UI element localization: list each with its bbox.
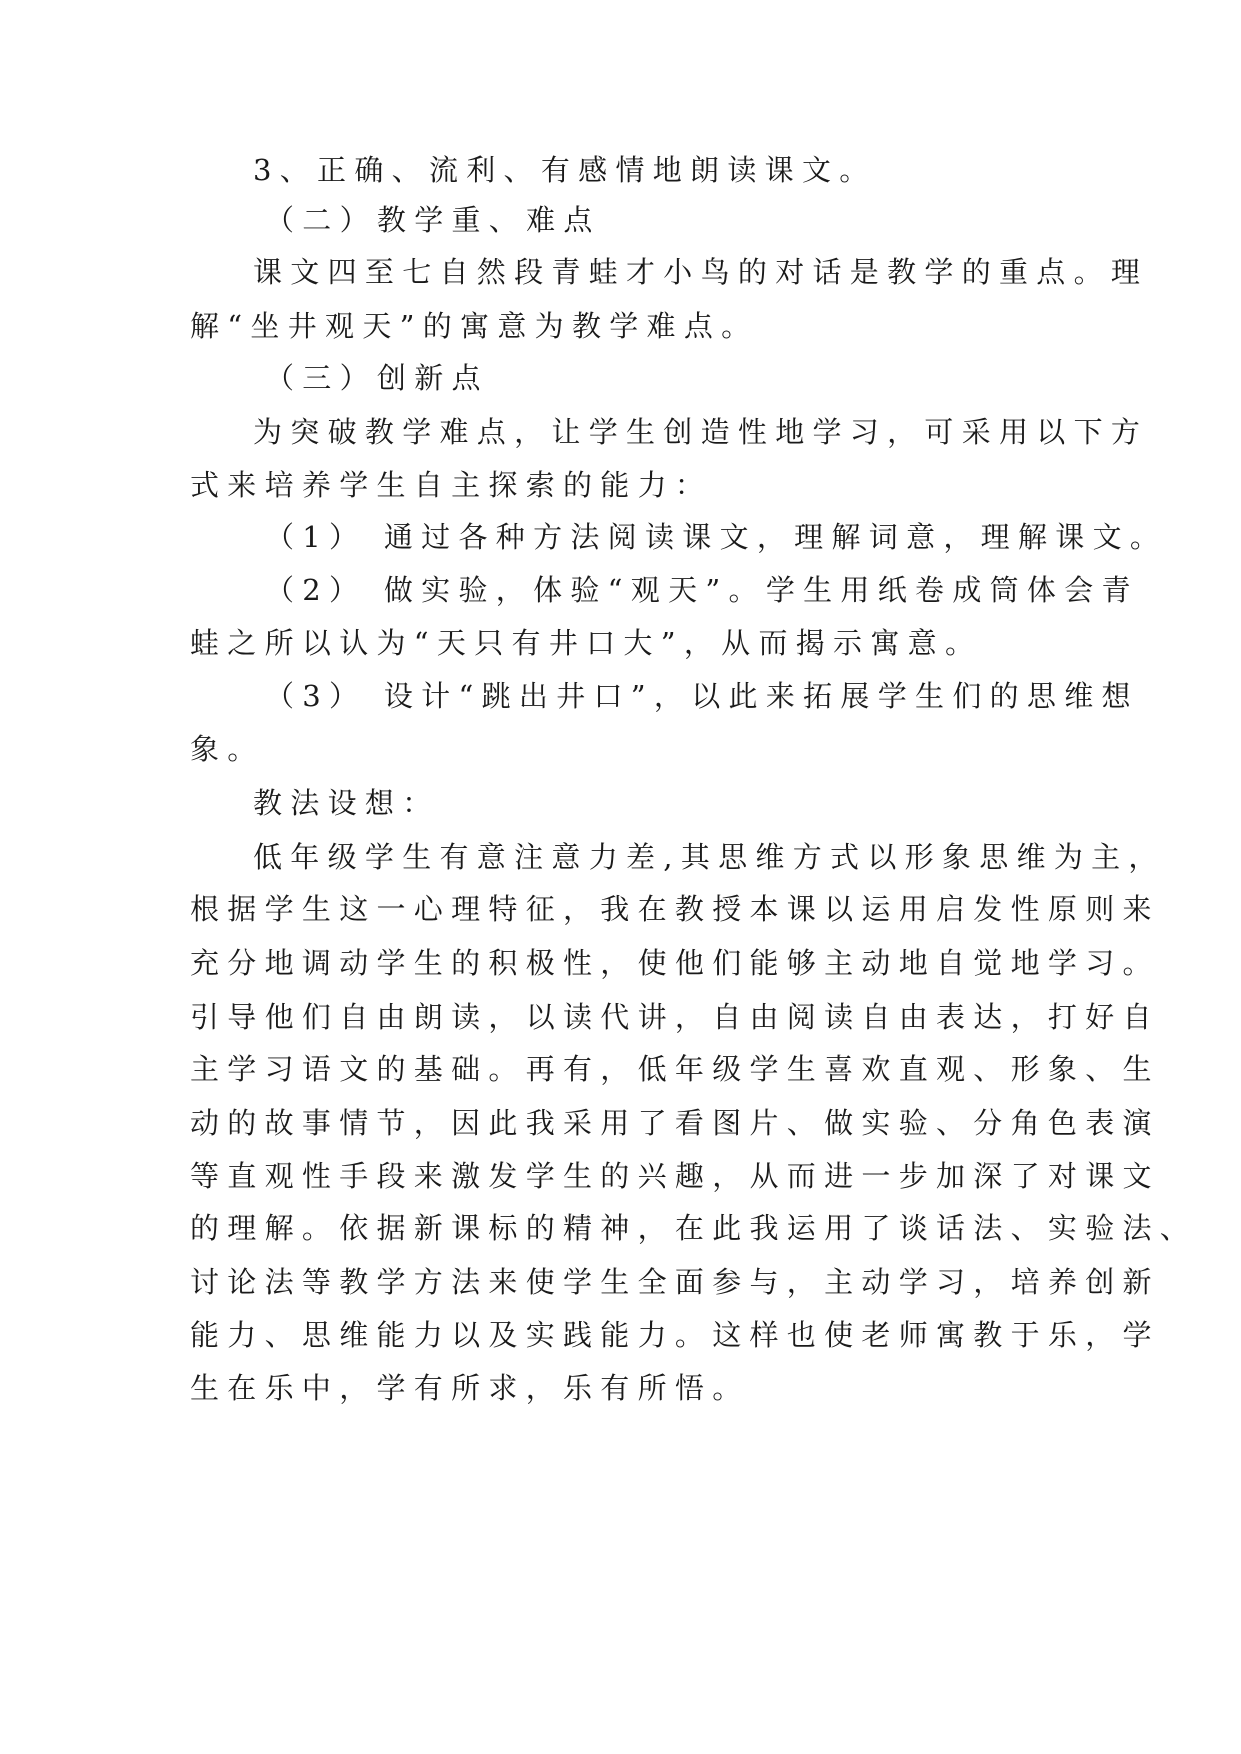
list-item-2: （2） 做实验，体验“观天”。学生用纸卷成筒体会青: [265, 573, 1139, 607]
text-line: 象。: [190, 732, 265, 766]
text-line: 低年级学生有意注意力差,其思维方式以形象思维为主，: [253, 840, 1166, 874]
list-item-1: （1） 通过各种方法阅读课文，理解词意，理解课文。: [265, 520, 1168, 554]
text-line: 课文四至七自然段青蛙才小鸟的对话是教学的重点。理: [253, 255, 1149, 289]
text-line-objective-3: 3、正确、流利、有感情地朗读课文。: [253, 153, 877, 187]
text-line: 为突破教学难点，让学生创造性地学习，可采用以下方: [253, 415, 1149, 449]
text-line: 解“坐井观天”的寓意为教学难点。: [190, 309, 759, 343]
heading-innovation: （三）创新点: [265, 361, 489, 395]
text-line: 讨论法等教学方法来使学生全面参与，主动学习，培养创新: [190, 1265, 1160, 1299]
heading-teaching-method: 教法设想：: [253, 786, 440, 820]
text-line: 式来培养学生自主探索的能力：: [190, 468, 713, 502]
text-line: 充分地调动学生的积极性，使他们能够主动地自觉地学习。: [190, 946, 1160, 980]
text-line: 主学习语文的基础。再有，低年级学生喜欢直观、形象、生: [190, 1052, 1160, 1086]
text-line: 生在乐中，学有所求，乐有所悟。: [190, 1371, 750, 1405]
text-line: 动的故事情节，因此我采用了看图片、做实验、分角色表演: [190, 1106, 1160, 1140]
list-item-3: （3） 设计“跳出井口”，以此来拓展学生们的思维想: [265, 679, 1139, 713]
text-line: 根据学生这一心理特征，我在教授本课以运用启发性原则来: [190, 892, 1160, 926]
text-line: 的理解。依据新课标的精神，在此我运用了谈话法、实验法、: [190, 1211, 1198, 1245]
heading-key-points: （二）教学重、难点: [265, 203, 601, 237]
text-line: 等直观性手段来激发学生的兴趣，从而进一步加深了对课文: [190, 1159, 1160, 1193]
text-line: 能力、思维能力以及实践能力。这样也使老师寓教于乐，学: [190, 1318, 1160, 1352]
text-line: 引导他们自由朗读，以读代讲，自由阅读自由表达，打好自: [190, 1000, 1160, 1034]
text-line: 蛙之所以认为“天只有井口大”，从而揭示寓意。: [190, 626, 983, 660]
